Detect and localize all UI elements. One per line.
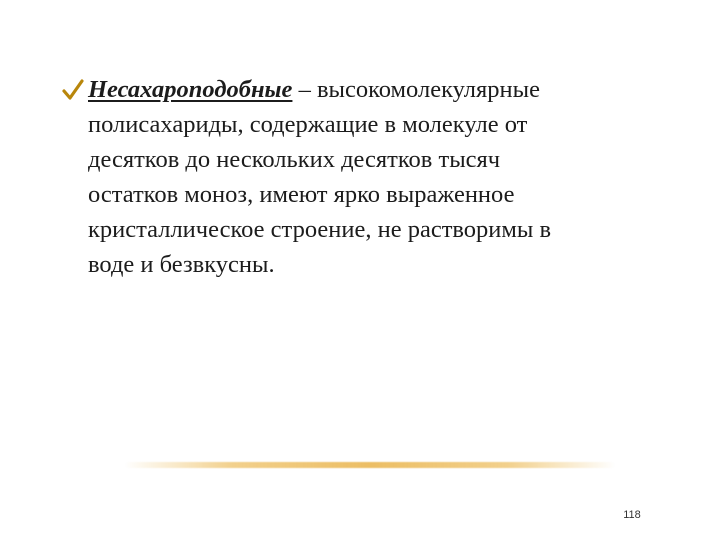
- first-line-rest: высокомолекулярные: [316, 76, 540, 103]
- bullet-first-line: [62, 72, 702, 107]
- bullet-item: [62, 72, 702, 282]
- text-line: воде и безвкусны.: [88, 251, 275, 278]
- term: Несахароподобные: [88, 76, 293, 103]
- bullet-continuation: [62, 107, 702, 282]
- text-line: полисахариды, содержащие в молекуле от: [88, 111, 528, 138]
- text-line: десятков до нескольких десятков тысяч: [88, 146, 501, 173]
- page-number: 118: [623, 509, 641, 521]
- text-line: остатков моноз, имеют ярко выраженное: [88, 181, 515, 208]
- decorative-divider: [125, 462, 615, 468]
- text-line: кристаллическое строение, не растворимы в: [88, 216, 552, 243]
- bullet-lead-text: [88, 72, 540, 107]
- checkmark-icon: [62, 72, 88, 107]
- dash: –: [292, 76, 317, 103]
